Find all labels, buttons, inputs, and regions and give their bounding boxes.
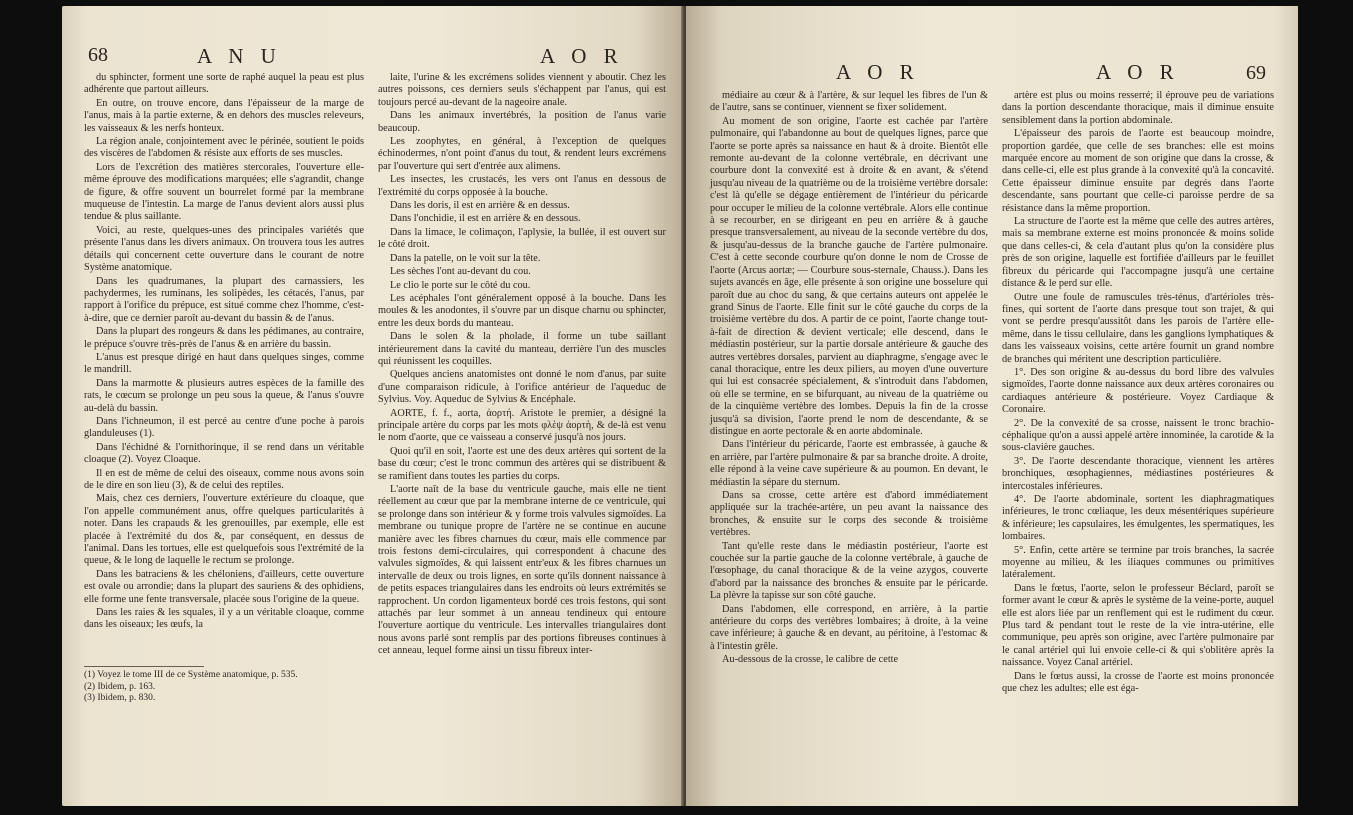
paragraph: 4°. De l'aorte abdominale, sortent les diaphragmatiques inférieures, le tronc cœliaque, les deux mésentériques supérieure & inférieure; les capsulaires, les émulgentes, les spermatiques, les lombaires.	[1002, 494, 1274, 543]
paragraph: du sphincter, forment une sorte de raphé auquel la peau est plus adhérente que partout ailleurs.	[84, 72, 364, 96]
paragraph: Voici, au reste, quelques-unes des principales variétés que présente l'anus dans les divers animaux. On trouvera tous les autres détails qui concernent cette ouverture dans le courant de notre Système anatomique.	[84, 224, 364, 274]
paragraph: En outre, on trouve encore, dans l'épaisseur de la marge de l'anus, mais à la partie externe, & en dehors des muscles releveurs, les vaisseaux & les nerfs honteux.	[84, 97, 364, 134]
paragraph: Les zoophytes, en général, à l'exception de quelques échinodermes, n'ont point d'anus du tout, & rendent leurs excrémens par l'ouverture qui sert d'entrée aux alimens.	[378, 136, 666, 172]
running-header: A N U	[197, 44, 282, 68]
paragraph: Au moment de son origine, l'aorte est cachée par l'artère pulmonaire, qui l'abandonne au bout de quelques lignes, parce que l'aorte se porte après sa naissance en haut & à droite. Bientôt elle remonte au-devant de la colonne vertébrale, en décrivant une courbure dont la convexité est à droite & en avant, & s'étend jusqu'au niveau de la quatrième ou de la troisième vertèbre dorsale: c'est là qu'elle se dégage entièrement de l'intérieur du péricarde pour occuper le milieu de la colonne vertébrale. Alors elle continue à se recourber, en se dirigeant en peu en arrière & à gauche presque transversalement, au niveau de la seconde vertèbre du dos, & jusqu'au-dessus de la branche gauche de l'artère pulmonaire. C'est à cette seconde courbure qu'on donne le nom de Crosse de l'aorte (Arcus aortæ; — Courbure sous-sternale, Chauss.). Dans les sujets avancés en âge, elle présente à son origine une bosselure qui paroît due au choc du sang, & que certains auteurs ont appelée le grand Sinus de l'aorte. Elle finit sur le côté gauche du corps de la troisième vertèbre du dos. A partir de ce point, l'aorte change tout-à-fait de direction & devient verticale; elle descend, dans le médiastin postérieur, sur la partie dorsale antérieure & gauche des autres vertèbres dorsales, parvient au diaphragme, s'engage avec le canal thoracique, entre les deux piliers, au moyen d'une ouverture qui lui est consacrée spécialement, & s'introduit dans l'abdomen, où elle se termine, en se bifurquant, au niveau de la quatrième ou de la cinquième vertèbre des lombes. Depuis la fin de la crosse jusqu'à sa division, l'aorte prend le nom de descendante, & se distingue en aorte pectorale & en aorte abdominale.	[710, 115, 988, 437]
running-header: A O R	[836, 60, 920, 84]
paragraph: Dans l'intérieur du péricarde, l'aorte est embrassée, à gauche & en arrière, par l'artère pulmonaire & par sa branche droite. A droite, elle répond à la veine cave supérieure & au poumon. En devant, le médiastin la sépare du sternum.	[710, 439, 988, 488]
paragraph: La région anale, conjointement avec le périnée, soutient le poids des viscères de l'abdomen & résiste aux efforts de ses muscles.	[84, 136, 364, 160]
paragraph: Dans l'onchidie, il est en arrière & en dessous.	[390, 213, 581, 225]
running-header: A O R	[540, 44, 624, 68]
paragraph: Dans les doris, il est en arrière & en dessus.	[390, 200, 570, 212]
text-column-1	[84, 72, 364, 662]
text-column-1	[710, 90, 988, 790]
paragraph: Quelques anciens anatomistes ont donné le nom d'anus, par suite d'une comparaison ridicule, à l'orifice antérieur de l'aqueduc de Sylvius. Voy. Aqueduc de Sylvius & Encéphale.	[378, 369, 666, 406]
page-number: 69	[1246, 62, 1266, 84]
paragraph: Dans la limace, le colimaçon, l'aplysie, la bullée, il est ouvert sur le côté droit.	[378, 226, 666, 251]
paragraph: 5°. Enfin, cette artère se termine par trois branches, la sacrée moyenne au milieu, & les iliaques communes ou primitives latéralement.	[1002, 544, 1274, 581]
paragraph: Dans le fœtus, l'aorte, selon le professeur Béclard, paroît se former avant le cœur & après le système de la veine-porte, auquel elle est alors liée par un renflement qui est le rudiment du cœur. Plus tard & pendant tout le reste de la vie intra-utérine, elle communique, peu après son origine, avec l'artère pulmonaire par le canal artériel qui lui envoie celle-ci & qui s'oblitère après la naissance. Voyez Canal artériel.	[1002, 582, 1274, 669]
paragraph: L'aorte naît de la base du ventricule gauche, mais elle ne tient réellement au cœur que par la membrane interne de ce ventricule, qui se prolonge dans son intérieur & y forme trois valvules sigmoïdes. La membrane ou tunique propre de l'artère ne se continue en aucune manière avec les fibres charnues du cœur, mais elle commence par trois festons demi-circulaires, qui correspondent à chacune des valvules sigmoïdes, & qui laissent entr'eux & les fibres charnues un intervalle de deux ou trois lignes, en sorte qu'ils donnent naissance à de petits espaces triangulaires dans les endroits où leurs extrémités se rapprochent. Un cordon ligamenteux bordé ces trois festons, qui sont attachés par leur sommet à un anneau tendineux qui entoure l'ouverture aortique du ventricule. Les intervalles triangulaires dont nous avons parlé sont remplis par des portions fibreuses continues à cet anneau, lequel forme ainsi un tissu fibreux inter-	[378, 484, 666, 657]
page-number: 68	[88, 44, 108, 66]
paragraph: Dans la patelle, on le voit sur la tête.	[390, 252, 541, 264]
paragraph: Dans le solen & la pholade, il forme un tube saillant intérieurement dans la cavité du manteau, derrière l'un des muscles qui réunissent les coquilles.	[378, 331, 666, 367]
paragraph: Dans l'ichneumon, il est percé au centre d'une poche à parois glanduleuses (1).	[84, 415, 364, 440]
paragraph: Outre une foule de ramuscules très-ténus, d'artérioles très-fines, qui sortent de l'aorte dans presque tout son trajet, & qui vont se perdre presqu'aussitôt dans les parois de l'artère elle-même, dans le tissu cellulaire, dans les ganglions lymphatiques & dans les vaisseaux voisins, cette artère fournit un grand nombre de branches qui méritent une description particulière.	[1002, 291, 1274, 365]
paragraph: 2°. De la convexité de sa crosse, naissent le tronc brachio-céphalique qu'on a aussi appelé artère innominée, la carotide & la sous-clavière gauches.	[1002, 417, 1274, 454]
left-page	[62, 6, 684, 806]
paragraph: Lors de l'excrétion des matières stercorales, l'ouverture elle-même éprouve des modifications marquées; elle s'agrandit, change de figure, & offre souvent un bourrelet formé par la membrane muqueuse de l'intestin. La marge de l'anus devient alors aussi plus tendue & plus saillante.	[84, 161, 364, 223]
right-page	[686, 6, 1298, 806]
paragraph: Au-dessous de la crosse, le calibre de cette	[722, 654, 899, 666]
paragraph: Dans le fœtus aussi, la crosse de l'aorte est moins prononcée que chez les adultes; elle est éga-	[1002, 670, 1274, 695]
paragraph: Dans les animaux invertébrés, la position de l'anus varie beaucoup.	[378, 110, 666, 134]
footnote: (1) Voyez le tome III de ce Système anatomique, p. 535.	[84, 670, 298, 680]
paragraph: Dans l'échidné & l'ornithorinque, il se rend dans un véritable cloaque (2). Voyez Cloaque.	[84, 441, 364, 466]
footnote: (2) Ibidem, p. 163.	[84, 681, 156, 692]
paragraph: Dans la marmotte & plusieurs autres espèces de la famille des rats, le cœcum se prolonge un peu sous la queue, & l'anus s'ouvre au-delà du bassin.	[84, 377, 364, 414]
paragraph: 1°. Des son origine & au-dessus du bord libre des valvules sigmoïdes, l'aorte donne naissance aux deux artères coronaires ou cardiaques antérieure & postérieure. Voyez Cardiaque & Coronaire.	[1002, 366, 1274, 416]
paragraph: Tant qu'elle reste dans le médiastin postérieur, l'aorte est couchée sur la partie gauche de la colonne vertébrale, à gauche de l'œsophage, du canal thoracique & de la veine azygos, couverte d'abord par la naissance des bronches & ensuite par le péricarde. La plèvre la tapisse sur son côté gauche.	[710, 540, 988, 602]
open-book	[62, 6, 1298, 806]
paragraph: L'épaisseur des parois de l'aorte est beaucoup moindre, proportion gardée, que celle de ses branches: elle est moins marquée encore au moment de son origine que dans la crosse, & dans celle-ci, elle est plus grande à la convexité qu'à la concavité. Cette épaisseur diminue ensuite par degrés dans l'aorte descendante, sans pourtant que celle-ci paroisse perdre de sa résistance dans la même proportion.	[1002, 128, 1274, 214]
paragraph: L'anus est presque dirigé en haut dans quelques singes, comme le mandrill.	[84, 351, 364, 376]
paragraph: La structure de l'aorte est la même que celle des autres artères, mais sa membrane externe est moins prononcée & moins solide que dans celles-ci, & cela d'autant plus qu'on la considère plus près de son origine, laquelle est fortifiée d'ailleurs par le feuillet fibreux du péricarde qui l'accompagne jusqu'à une certaine distance & le perd sur elle.	[1002, 216, 1274, 290]
footnotes	[84, 670, 364, 705]
paragraph: Dans les quadrumanes, la plupart des carnassiers, les pachydermes, les ruminans, les solipèdes, les cétacés, l'anus, par rapport à l'orifice du prépuce, est situé comme chez l'homme, c'est-à-dire, que ce dernier paroît au-devant du bassin & de l'anus.	[84, 275, 364, 324]
footnote-rule	[84, 666, 204, 667]
paragraph: Les sèches l'ont au-devant du cou.	[390, 266, 531, 278]
text-column-2	[1002, 90, 1274, 790]
paragraph: AORTE, f. f., aorta, ἀορτή. Aristote le premier, a désigné la principale artère du corps par les mots φλὲψ ἀορτὴ, & de-là est venu le nom d'aorte, que ce vaisseau a conservé jusqu'à nos jours.	[378, 407, 666, 444]
paragraph: Les acéphales l'ont généralement opposé à la bouche. Dans les moules & les anodontes, il s'ouvre par un disque charnu ou sphincter, entre les deux bords du manteau.	[378, 292, 666, 329]
footnote: (3) Ibidem, p. 830.	[84, 693, 156, 704]
paragraph: Dans la plupart des rongeurs & dans les pédimanes, au contraire, le prépuce s'ouvre très-près de l'anus & en arrière du bassin.	[84, 326, 364, 350]
paragraph: Il en est de même de celui des oiseaux, comme nous avons soin de le dire en son lieu (3), & de celui des reptiles.	[84, 467, 364, 491]
paragraph: 3°. De l'aorte descendante thoracique, viennent les artères bronchiques, œsophagiennes, médiastines postérieures & intercostales inférieures.	[1002, 455, 1274, 492]
paragraph: Dans les batraciens & les chéloniens, d'ailleurs, cette ouverture est ovale ou arrondie; dans la plupart des sauriens & des ophidiens, elle forme une fente transversale, placée sous l'origine de la queue.	[84, 568, 364, 605]
paragraph: Dans l'abdomen, elle correspond, en arrière, à la partie antérieure du corps des vertèbres lombaires; à droite, à la veine cave inférieure; à gauche & en devant, au péritoine, à l'estomac & à l'intestin grêle.	[710, 603, 988, 652]
paragraph: Dans les raies & les squales, il y a un véritable cloaque, comme dans les oiseaux; les œufs, la	[84, 607, 364, 631]
paragraph: Quoi qu'il en soit, l'aorte est une des deux artères qui sortent de la base du cœur; c'est le tronc commun des artères qui se distribuent & se ramifient dans toutes les parties du corps.	[378, 445, 666, 482]
paragraph: laite, l'urine & les excrémens solides viennent y aboutir. Chez les autres poissons, ces derniers seuls s'échappent par l'anus, qui est toujours percé au-devant de la nageoire anale.	[378, 72, 666, 108]
paragraph: Les insectes, les crustacés, les vers ont l'anus en dessous de l'extrémité du corps opposée à la bouche.	[378, 174, 666, 198]
paragraph: artère est plus ou moins resserré; il éprouve peu de variations dans la portion descendante thoracique, mais il diminue ensuite sensiblement dans la portion abdominale.	[1002, 90, 1274, 126]
paragraph: médiaire au cœur & à l'artère, & sur lequel les fibres de l'un & de l'autre, sans se continuer, viennent se fixer solidement.	[710, 90, 988, 114]
text-column-2	[378, 72, 666, 792]
paragraph: Le clio le porte sur le côté du cou.	[390, 279, 531, 291]
paragraph: Mais, chez ces derniers, l'ouverture extérieure du cloaque, que l'on appelle communément anus, offre quelques particularités à noter. Dans les crapauds & les grenouilles, par exemple, elle est placée à l'extrémité du dos &, par conséquent, en dessus de l'animal. Dans les tortues, elle est quelquefois sous l'extrémité de la queue, & le long de laquelle le rectum se prolonge.	[84, 493, 364, 567]
running-header: A O R	[1096, 60, 1180, 84]
paragraph: Dans sa crosse, cette artère est d'abord immédiatement appliquée sur la trachée-artère, un peu avant la naissance des bronches, & ensuite sur le corps des seconde & troisième vertèbres.	[710, 490, 988, 539]
